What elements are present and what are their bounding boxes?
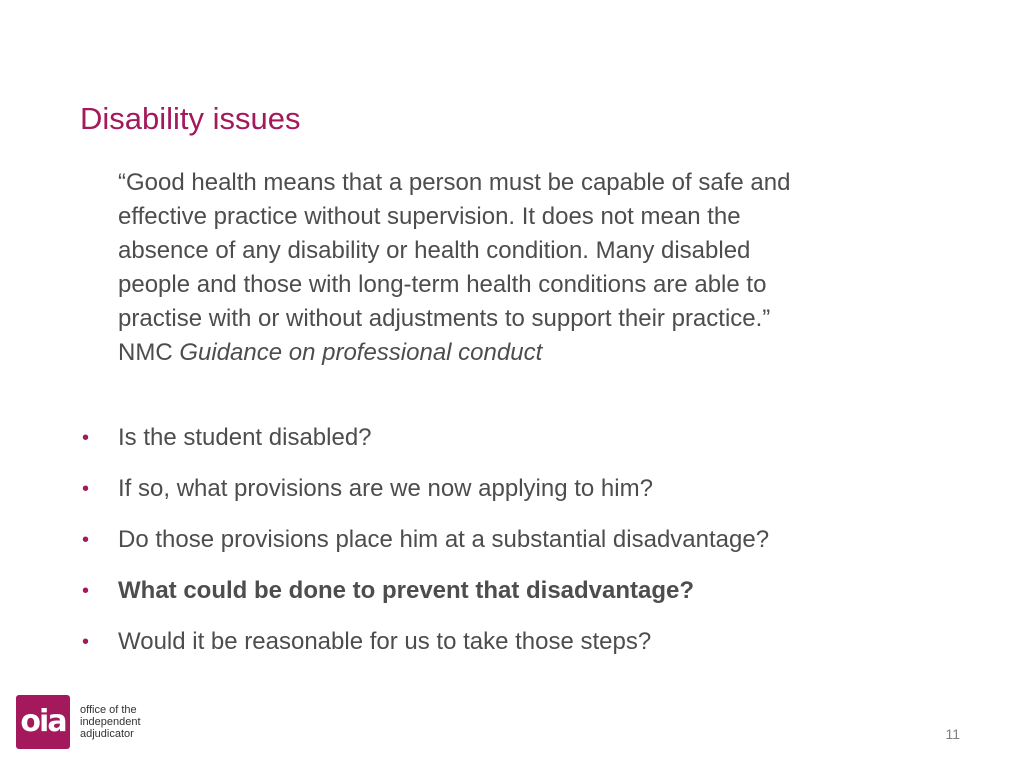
bullet-icon: • (82, 427, 90, 449)
bullet-icon: • (82, 529, 90, 551)
bullet-item (0, 625, 1024, 676)
bullet-icon: • (82, 478, 90, 500)
bullet-text: What could be done to prevent that disadvantage? (118, 577, 695, 604)
bullet-item (0, 472, 1024, 523)
page-number: 11 (945, 726, 960, 742)
quote-line: effective practice without supervision. It does not mean the (118, 203, 741, 230)
bullet-text: Is the student disabled? (118, 424, 372, 451)
quote-line: practise with or without adjustments to support their practice.” (118, 305, 771, 332)
logo-text-line: independent (80, 716, 141, 728)
quote-line: absence of any disability or health condition. Many disabled (118, 237, 751, 264)
bullet-text: Would it be reasonable for us to take those steps? (118, 628, 652, 655)
oia-logo (16, 694, 141, 750)
slide-title: Disability issues (80, 101, 301, 136)
quote-line: “Good health means that a person must be capable of safe and (118, 169, 791, 196)
quote-line: people and those with long-term health conditions are able to (118, 271, 767, 298)
oia-logo-mark: oia (16, 695, 70, 749)
bullet-item-emphasized (0, 574, 1024, 625)
quote-source-prefix: NMC (118, 339, 180, 366)
bullet-item (0, 421, 1024, 472)
quote-source (118, 336, 938, 370)
quote-source-title: Guidance on professional conduct (179, 339, 543, 366)
bullet-icon: • (82, 580, 90, 602)
bullet-icon: • (82, 631, 90, 653)
logo-text-line: office of the (80, 704, 137, 716)
bullet-text: If so, what provisions are we now applying to him? (118, 475, 653, 502)
logo-text-line: adjudicator (80, 728, 134, 740)
bullet-text: Do those provisions place him at a substantial disadvantage? (118, 526, 770, 553)
bullet-item (0, 523, 1024, 574)
bullet-list (0, 421, 1024, 676)
oia-logo-text (80, 704, 141, 740)
quote-block (118, 166, 938, 370)
